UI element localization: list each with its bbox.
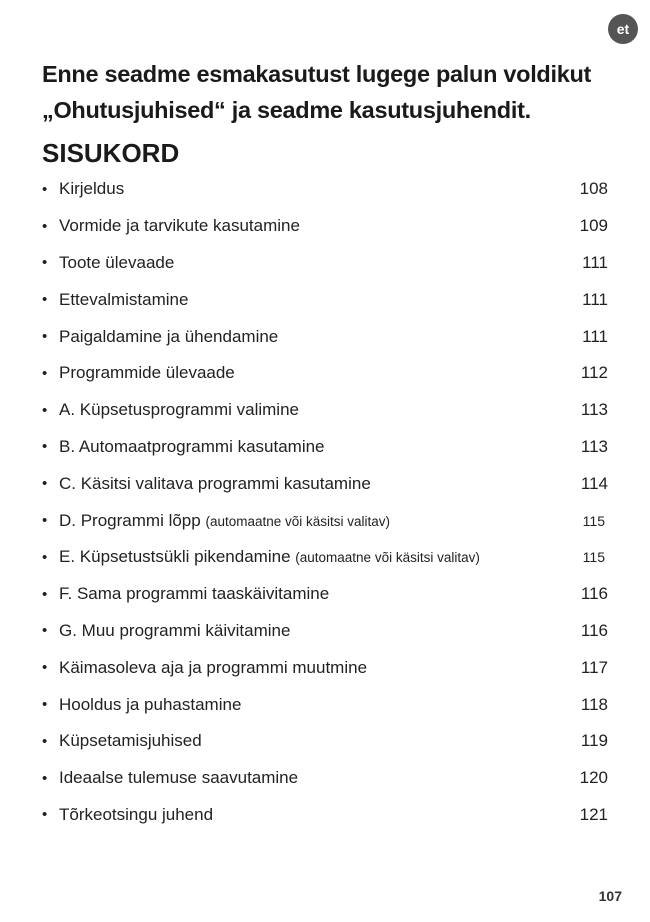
- toc-item-page: 114: [580, 473, 608, 493]
- toc-item-page: 115: [582, 549, 605, 566]
- toc-item-title: Kirjeldus: [59, 179, 125, 199]
- toc-list: [42, 171, 608, 833]
- toc-item-title: Paigaldamine ja ühendamine: [59, 326, 279, 346]
- toc-item[interactable]: [42, 281, 608, 318]
- toc-item-title: Käimasoleva aja ja programmi muutmine: [59, 657, 368, 677]
- toc-item-title: Programmide ülevaade: [59, 363, 235, 383]
- toc-item[interactable]: [42, 613, 608, 650]
- toc-item-page: 108: [579, 179, 608, 199]
- toc-item-label: [59, 658, 572, 678]
- toc-item-page: 111: [582, 289, 608, 309]
- bullet-icon: •: [42, 696, 48, 714]
- toc-item-label: [59, 547, 569, 567]
- toc-item-title: Hooldus ja puhastamine: [59, 694, 242, 714]
- toc-item-title: D. Programmi lõpp: [59, 510, 201, 530]
- toc-item-title: F. Sama programmi taaskäivitamine: [59, 584, 330, 604]
- toc-item-title: E. Küpsetustsükli pikendamine: [59, 547, 291, 567]
- toc-item[interactable]: [42, 208, 608, 245]
- toc-item[interactable]: [42, 797, 608, 834]
- toc-item-title: B. Automaatprogrammi kasutamine: [59, 436, 325, 456]
- toc-item[interactable]: [42, 171, 608, 208]
- bullet-icon: •: [42, 328, 48, 346]
- toc-item-label: [59, 253, 572, 273]
- toc-item-page: 119: [580, 731, 608, 751]
- toc-item[interactable]: [42, 539, 608, 576]
- toc-item-note: (automaatne või käsitsi valitav): [205, 513, 391, 529]
- intro-line-2: „Ohutusjuhised“ ja seadme kasutusjuhendit.: [42, 97, 531, 123]
- toc-item[interactable]: [42, 576, 608, 613]
- toc-item-label: [59, 805, 572, 825]
- toc-item[interactable]: [42, 318, 608, 355]
- toc-item-page: 111: [582, 326, 608, 346]
- toc-item-page: 116: [580, 584, 608, 604]
- bullet-icon: •: [42, 806, 48, 824]
- bullet-icon: •: [42, 475, 48, 493]
- toc-item-page: 120: [579, 768, 608, 788]
- toc-item[interactable]: [42, 355, 608, 392]
- toc-item-label: [59, 511, 569, 531]
- toc-item[interactable]: [42, 245, 608, 282]
- bullet-icon: •: [42, 548, 48, 566]
- bullet-icon: •: [42, 438, 48, 456]
- toc-item-page: 116: [580, 620, 608, 640]
- bullet-icon: •: [42, 291, 48, 309]
- toc-item-label: [59, 621, 572, 641]
- toc-item-label: [59, 584, 572, 604]
- bullet-icon: •: [42, 769, 48, 787]
- language-badge: et: [608, 14, 638, 44]
- toc-item-title: Ideaalse tulemuse saavutamine: [59, 768, 299, 788]
- toc-item-page: 109: [579, 216, 608, 236]
- toc-item-title: C. Käsitsi valitava programmi kasutamine: [59, 473, 371, 493]
- bullet-icon: •: [42, 217, 48, 235]
- toc-item-page: 111: [582, 252, 608, 272]
- toc-item-label: [59, 216, 572, 236]
- toc-item-page: 121: [579, 804, 608, 824]
- toc-item-label: [59, 695, 572, 715]
- intro-notice: [42, 56, 622, 128]
- toc-item[interactable]: [42, 392, 608, 429]
- toc-item-label: [59, 363, 572, 383]
- toc-item-title: Vormide ja tarvikute kasutamine: [59, 216, 300, 236]
- toc-item-title: G. Muu programmi käivitamine: [59, 620, 291, 640]
- bullet-icon: •: [42, 401, 48, 419]
- toc-item-page: 113: [580, 436, 608, 456]
- toc-item-title: A. Küpsetusprogrammi valimine: [59, 400, 299, 420]
- toc-item-title: Ettevalmistamine: [59, 289, 189, 309]
- toc-title: SISUKORD: [42, 138, 180, 168]
- toc-item-title: Küpsetamisjuhised: [59, 731, 202, 751]
- toc-item-page: 113: [580, 400, 608, 420]
- toc-item-title: Toote ülevaade: [59, 252, 175, 272]
- toc-item-label: [59, 327, 572, 347]
- toc-item-label: [59, 768, 572, 788]
- bullet-icon: •: [42, 585, 48, 603]
- bullet-icon: •: [42, 180, 48, 198]
- toc-item-label: [59, 437, 572, 457]
- toc-item-title: Tõrkeotsingu juhend: [59, 804, 214, 824]
- bullet-icon: •: [42, 254, 48, 272]
- bullet-icon: •: [42, 732, 48, 750]
- page-number: 107: [598, 888, 622, 904]
- bullet-icon: •: [42, 622, 48, 640]
- toc-item-label: [59, 731, 572, 751]
- toc-item[interactable]: [42, 760, 608, 797]
- toc-item-label: [59, 474, 572, 494]
- bullet-icon: •: [42, 364, 48, 382]
- bullet-icon: •: [42, 659, 48, 677]
- intro-line-1: Enne seadme esmakasutust lugege palun voldikut: [42, 61, 592, 87]
- toc-item-label: [59, 179, 572, 199]
- toc-item[interactable]: [42, 649, 608, 686]
- toc-item-page: 118: [580, 694, 608, 714]
- toc-item[interactable]: [42, 429, 608, 466]
- bullet-icon: •: [42, 512, 48, 530]
- toc-item[interactable]: [42, 465, 608, 502]
- toc-item[interactable]: [42, 723, 608, 760]
- toc-item-page: 115: [582, 512, 605, 529]
- toc-item[interactable]: [42, 686, 608, 723]
- toc-item-note: (automaatne või käsitsi valitav): [295, 550, 480, 566]
- toc-item-page: 112: [580, 363, 608, 383]
- toc-item[interactable]: [42, 502, 608, 539]
- toc-item-page: 117: [580, 657, 608, 677]
- toc-item-label: [59, 290, 572, 310]
- toc-item-label: [59, 400, 572, 420]
